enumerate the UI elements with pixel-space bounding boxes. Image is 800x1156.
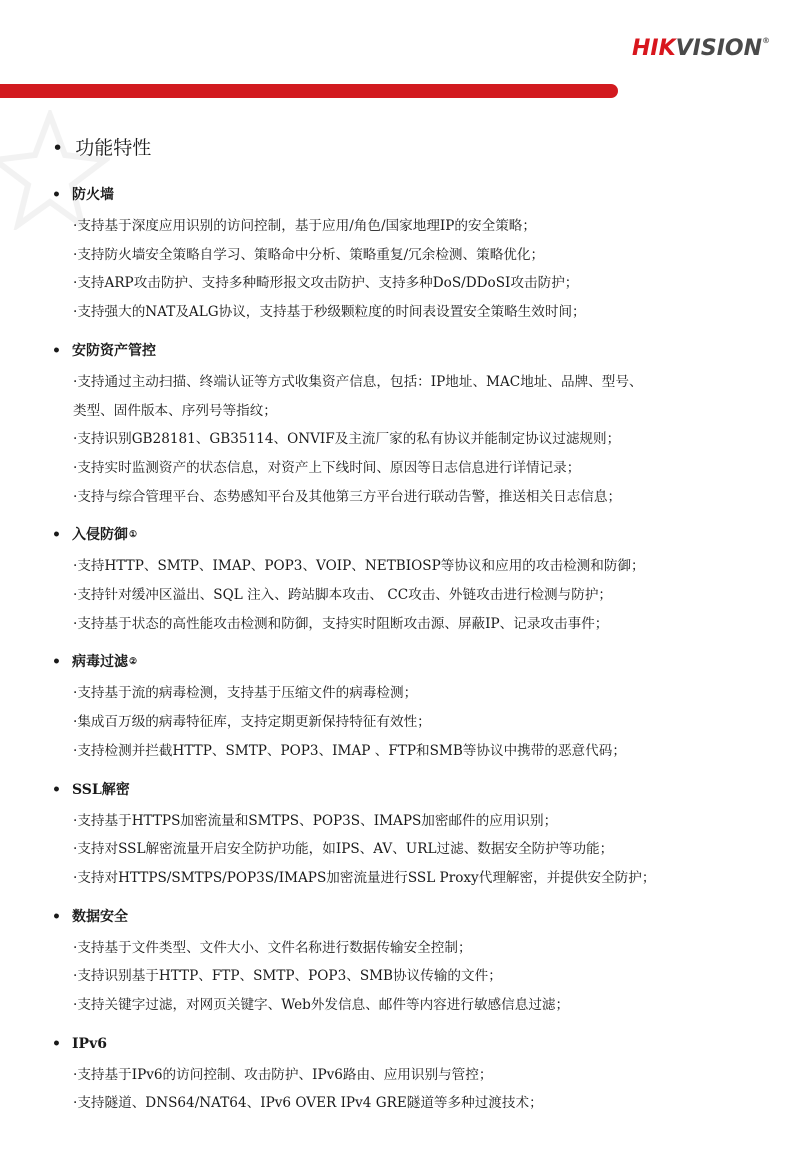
section-title-text: 数据安全 (72, 908, 128, 925)
feature-section (52, 184, 772, 327)
feature-section (52, 779, 772, 893)
feature-item: ·支持基于状态的高性能攻击检测和防御，支持实时阻断攻击源、屏蔽IP、记录攻击事件； (73, 615, 609, 632)
section-title-text: SSL解密 (72, 781, 130, 798)
section-bullet: • (52, 654, 61, 671)
feature-item: ·集成百万级的病毒特征库，支持定期更新保持特征有效性； (73, 714, 431, 731)
feature-item: ·支持基于IPv6的访问控制、攻击防护、IPv6路由、应用识别与管控； (73, 1066, 493, 1083)
feature-item: ·支持基于流的病毒检测，支持基于压缩文件的病毒检测； (73, 685, 418, 702)
section-bullet: • (52, 908, 61, 925)
feature-item: ·支持对SSL解密流量开启安全防护功能，如IPS、AV、URL过滤、数据安全防护等功能； (73, 841, 614, 858)
feature-item: ·支持针对缓冲区溢出、SQL 注入、跨站脚本攻击、 CC攻击、外链攻击进行检测与防护； (73, 587, 613, 604)
section-title (52, 651, 772, 673)
section-title-text: 安防资产管控 (72, 342, 156, 359)
section-title-text: 入侵防御 (72, 527, 128, 544)
feature-list (52, 184, 772, 1131)
footnote-marker: ① (129, 530, 138, 541)
section-title (52, 524, 772, 546)
feature-item: ·支持ARP攻击防护、支持多种畸形报文攻击防护、支持多种DoS/DDoSI攻击防护； (73, 275, 579, 292)
feature-item: ·支持防火墙安全策略自学习、策略命中分析、策略重复/冗余检测、策略优化； (73, 246, 545, 263)
section-bullet: • (52, 187, 61, 203)
feature-item: ·支持识别GB28181、GB35114、ONVIF及主流厂家的私有协议并能制定协议过滤规则； (73, 431, 621, 448)
feature-item: 类型、固件版本、序列号等指纹； (73, 402, 277, 419)
header-red-bar (0, 84, 618, 98)
section-bullet: • (52, 527, 61, 544)
feature-item: ·支持检测并拦截HTTP、SMTP、POP3、IMAP 、FTP和SMB等协议中携带的恶意代码； (73, 742, 626, 759)
feature-section (52, 651, 772, 765)
section-bullet: • (52, 781, 61, 798)
feature-item: ·支持对HTTPS/SMTPS/POP3S/IMAPS加密流量进行SSL Proxy代理解密，并提供安全防护； (73, 869, 656, 886)
section-title (52, 779, 772, 801)
section-title (52, 340, 772, 362)
feature-section (52, 1033, 772, 1118)
feature-item: ·支持关键字过滤，对网页关键字、Web外发信息、邮件等内容进行敏感信息过滤； (73, 997, 570, 1014)
hikvision-logo: HIKVISION® (631, 36, 770, 61)
feature-item: ·支持实时监测资产的状态信息，对资产上下线时间、原因等日志信息进行详情记录； (73, 459, 581, 476)
footnote-marker: ② (129, 657, 138, 668)
section-bullet: • (52, 1035, 61, 1052)
feature-item: ·支持识别基于HTTP、FTP、SMTP、POP3、SMB协议传输的文件； (73, 968, 502, 985)
page-title (52, 133, 151, 160)
page-title-text: 功能特性 (75, 137, 152, 159)
title-bullet: • (52, 137, 64, 159)
feature-item: ·支持与综合管理平台、态势感知平台及其他第三方平台进行联动告警，推送相关日志信息； (73, 488, 622, 505)
section-title-text: IPv6 (72, 1035, 107, 1052)
feature-item: ·支持基于深度应用识别的访问控制，基于应用/角色/国家地理IP的安全策略； (73, 218, 536, 234)
feature-section (52, 524, 772, 638)
feature-item: ·支持基于HTTPS加密流量和SMTPS、POP3S、IMAPS加密邮件的应用识别； (73, 812, 558, 829)
feature-item: ·支持强大的NAT及ALG协议，支持基于秒级颗粒度的时间表设置安全策略生效时间； (73, 304, 586, 321)
section-title-text: 病毒过滤 (72, 654, 128, 671)
section-bullet: • (52, 342, 61, 359)
feature-section (52, 340, 772, 512)
feature-item: ·支持HTTP、SMTP、IMAP、POP3、VOIP、NETBIOSP等协议和应用的攻击检测和防御； (73, 558, 645, 575)
section-title (52, 184, 772, 206)
section-title-text: 防火墙 (72, 187, 114, 203)
feature-section (52, 906, 772, 1020)
feature-item: ·支持隧道、DNS64/NAT64、IPv6 OVER IPv4 GRE隧道等多种过渡技术； (73, 1095, 543, 1112)
feature-item: ·支持通过主动扫描、终端认证等方式收集资产信息，包括：IP地址、MAC地址、品牌、型号、 (73, 373, 643, 390)
section-title (52, 1033, 772, 1055)
section-title (52, 906, 772, 928)
feature-item: ·支持基于文件类型、文件大小、文件名称进行数据传输安全控制； (73, 939, 472, 956)
